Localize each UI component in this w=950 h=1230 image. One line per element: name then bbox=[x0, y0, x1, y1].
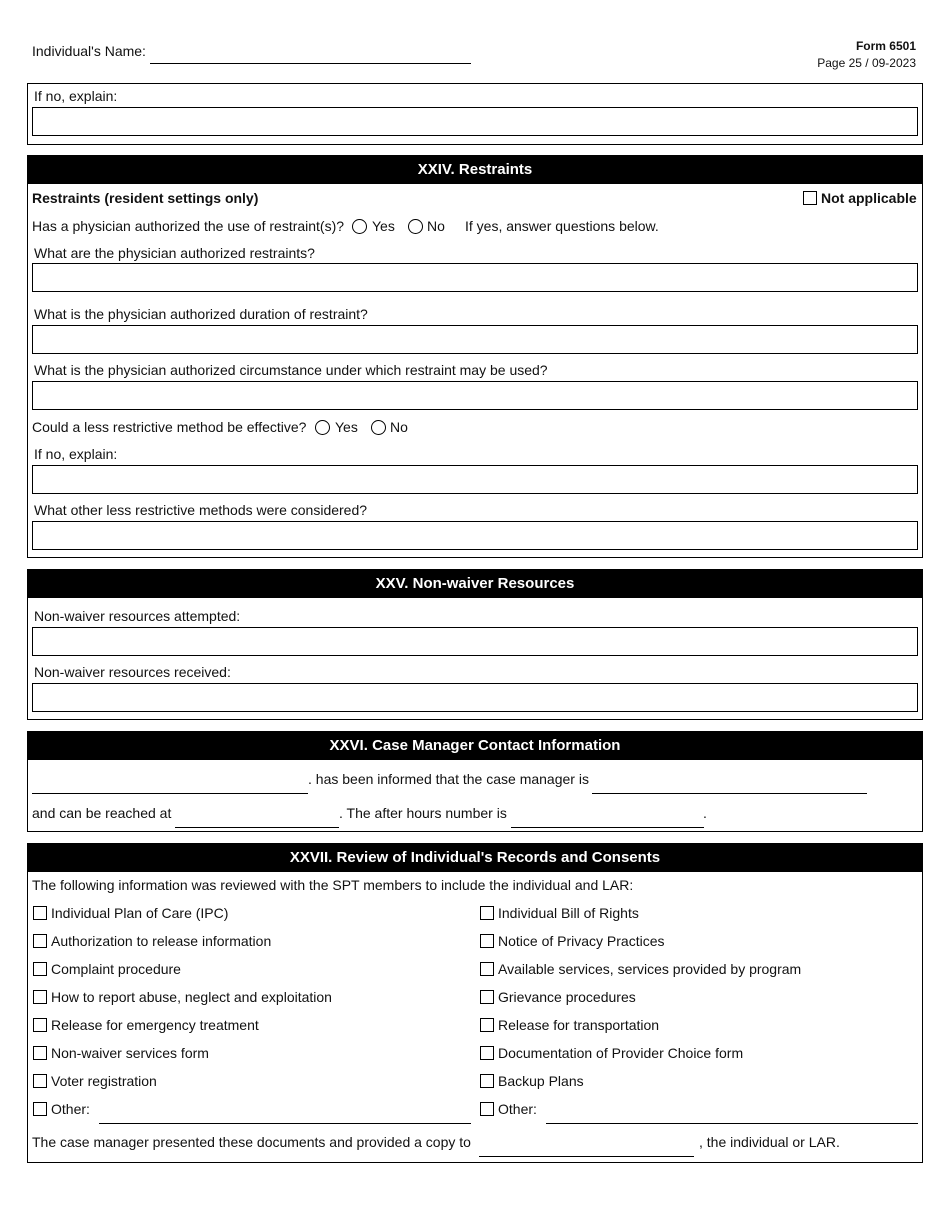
authorization-release-label: Authorization to release information bbox=[51, 933, 272, 949]
reached-at-text: and can be reached at bbox=[32, 805, 172, 821]
presented-text: The case manager presented these documents and provided a copy to bbox=[32, 1134, 471, 1150]
less-restrictive-yes-label: Yes bbox=[335, 419, 358, 435]
backup-plans-label: Backup Plans bbox=[498, 1073, 584, 1089]
contact-period: . bbox=[703, 805, 707, 821]
authorized-restraints-label: What are the physician authorized restraints? bbox=[34, 245, 315, 261]
less-restrictive-no-radio[interactable] bbox=[371, 420, 386, 435]
nonwaiver-services-label: Non-waiver services form bbox=[51, 1045, 209, 1061]
authorization-release-checkbox[interactable] bbox=[33, 934, 47, 948]
nonwaiver-received-field[interactable] bbox=[32, 683, 918, 712]
restraints-section bbox=[27, 155, 923, 558]
individual-lar-text: , the individual or LAR. bbox=[699, 1134, 840, 1150]
bill-of-rights-checkbox[interactable] bbox=[480, 906, 494, 920]
page-info: Page 25 / 09-2023 bbox=[817, 56, 916, 70]
form-number: Form 6501 bbox=[855, 39, 916, 53]
duration-label: What is the physician authorized duration of restraint? bbox=[34, 306, 368, 322]
after-hours-text: . The after hours number is bbox=[339, 805, 507, 821]
if-yes-note: If yes, answer questions below. bbox=[465, 218, 659, 234]
voter-registration-label: Voter registration bbox=[51, 1073, 157, 1089]
release-transportation-checkbox[interactable] bbox=[480, 1018, 494, 1032]
grievance-procedures-checkbox[interactable] bbox=[480, 990, 494, 1004]
authorized-restraints-field[interactable] bbox=[32, 263, 918, 292]
nonwaiver-received-label: Non-waiver resources received: bbox=[34, 664, 231, 680]
after-hours-phone-blank[interactable] bbox=[511, 827, 704, 828]
if-no-explain-field[interactable] bbox=[32, 107, 918, 136]
other-right-blank[interactable] bbox=[546, 1123, 918, 1124]
nonwaiver-attempted-field[interactable] bbox=[32, 627, 918, 656]
less-restrictive-yes-radio[interactable] bbox=[315, 420, 330, 435]
voter-registration-checkbox[interactable] bbox=[33, 1074, 47, 1088]
other-left-blank[interactable] bbox=[99, 1123, 471, 1124]
complaint-procedure-checkbox[interactable] bbox=[33, 962, 47, 976]
report-abuse-label: How to report abuse, neglect and exploitation bbox=[51, 989, 332, 1005]
grievance-procedures-label: Grievance procedures bbox=[498, 989, 636, 1005]
restraints-if-no-field[interactable] bbox=[32, 465, 918, 494]
restraints-if-no-label: If no, explain: bbox=[34, 446, 118, 462]
other-left-label: Other: bbox=[51, 1101, 90, 1117]
authorized-yes-radio[interactable] bbox=[352, 219, 367, 234]
restraints-header: XXIV. Restraints bbox=[28, 156, 922, 184]
available-services-checkbox[interactable] bbox=[480, 962, 494, 976]
copy-recipient-blank[interactable] bbox=[479, 1156, 694, 1157]
less-restrictive-question: Could a less restrictive method be effective? bbox=[32, 419, 307, 435]
review-intro: The following information was reviewed with the SPT members to include the individual and LAR: bbox=[32, 877, 634, 893]
other-right-label: Other: bbox=[498, 1101, 537, 1117]
complaint-procedure-label: Complaint procedure bbox=[51, 961, 181, 977]
authorized-no-radio[interactable] bbox=[408, 219, 423, 234]
other-right-checkbox[interactable] bbox=[480, 1102, 494, 1116]
bill-of-rights-label: Individual Bill of Rights bbox=[498, 905, 639, 921]
other-left-checkbox[interactable] bbox=[33, 1102, 47, 1116]
ipc-label: Individual Plan of Care (IPC) bbox=[51, 905, 229, 921]
other-methods-field[interactable] bbox=[32, 521, 918, 550]
privacy-practices-label: Notice of Privacy Practices bbox=[498, 933, 665, 949]
release-transportation-label: Release for transportation bbox=[498, 1017, 660, 1033]
if-no-explain-label: If no, explain: bbox=[34, 88, 118, 104]
informed-text: . has been informed that the case manager is bbox=[308, 771, 589, 787]
individual-name-input[interactable] bbox=[150, 63, 471, 64]
nonwaiver-attempted-label: Non-waiver resources attempted: bbox=[34, 608, 241, 624]
provider-choice-label: Documentation of Provider Choice form bbox=[498, 1045, 744, 1061]
available-services-label: Available services, services provided by program bbox=[498, 961, 802, 977]
not-applicable-checkbox[interactable] bbox=[803, 191, 817, 205]
report-abuse-checkbox[interactable] bbox=[33, 990, 47, 1004]
nonwaiver-header: XXV. Non-waiver Resources bbox=[28, 570, 922, 598]
duration-field[interactable] bbox=[32, 325, 918, 354]
review-header: XXVII. Review of Individual's Records and Consents bbox=[28, 844, 922, 872]
emergency-treatment-checkbox[interactable] bbox=[33, 1018, 47, 1032]
contact-phone-blank[interactable] bbox=[175, 827, 339, 828]
ipc-checkbox[interactable] bbox=[33, 906, 47, 920]
emergency-treatment-label: Release for emergency treatment bbox=[51, 1017, 259, 1033]
provider-choice-checkbox[interactable] bbox=[480, 1046, 494, 1060]
authorized-no-label: No bbox=[427, 218, 445, 234]
individual-name-label: Individual's Name: bbox=[32, 43, 146, 59]
restraints-subtitle: Restraints (resident settings only) bbox=[32, 190, 259, 206]
not-applicable-label: Not applicable bbox=[821, 190, 917, 206]
other-methods-label: What other less restrictive methods were considered? bbox=[34, 502, 368, 518]
less-restrictive-no-label: No bbox=[390, 419, 408, 435]
case-manager-name-blank[interactable] bbox=[592, 793, 867, 794]
physician-authorized-question: Has a physician authorized the use of restraint(s)? bbox=[32, 218, 345, 234]
circumstance-field[interactable] bbox=[32, 381, 918, 410]
individual-name-blank[interactable] bbox=[32, 793, 308, 794]
nonwaiver-services-checkbox[interactable] bbox=[33, 1046, 47, 1060]
contact-header: XXVI. Case Manager Contact Information bbox=[28, 732, 922, 760]
circumstance-label: What is the physician authorized circumstance under which restraint may be used? bbox=[34, 362, 548, 378]
backup-plans-checkbox[interactable] bbox=[480, 1074, 494, 1088]
authorized-yes-label: Yes bbox=[372, 218, 395, 234]
privacy-practices-checkbox[interactable] bbox=[480, 934, 494, 948]
